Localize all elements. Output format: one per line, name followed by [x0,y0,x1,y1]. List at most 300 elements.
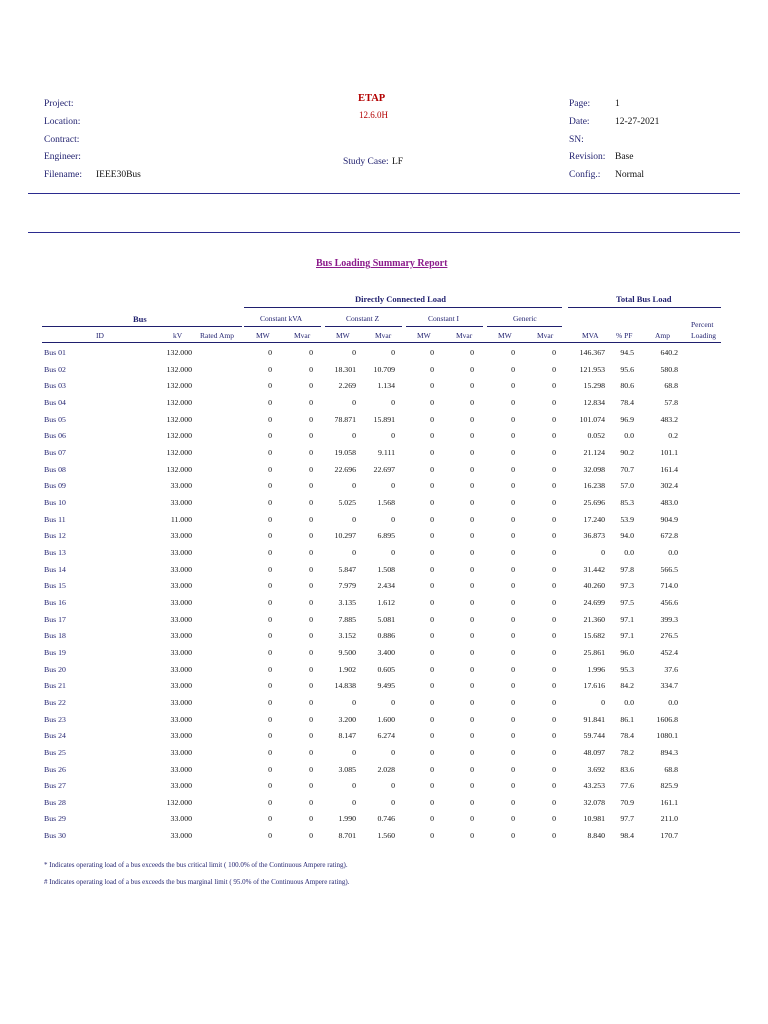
cell-generic-mw: 0 [511,381,515,391]
total-bus-load-header: Total Bus Load [616,294,672,304]
cell-kva-mw: 0 [268,348,272,357]
cell-z-mw: 3.085 [338,764,356,774]
cell-generic-mw: 0 [511,814,515,824]
cell-bus-id: Bus 03 [44,381,66,391]
col-z-mvar: Mvar [375,331,392,340]
cell-i-mw: 0 [430,481,434,491]
cell-z-mw: 19.058 [334,447,356,457]
cell-pf: 78.4 [620,731,634,741]
cell-bus-id: Bus 28 [44,797,66,807]
cell-amp: 825.9 [660,781,678,791]
col-generic-mvar: Mvar [537,331,554,340]
cell-generic-mvar: 0 [552,597,556,607]
cell-kva-mvar: 0 [309,447,313,457]
cell-generic-mw: 0 [511,364,515,374]
cell-i-mvar: 0 [470,664,474,674]
cell-kva-mvar: 0 [309,547,313,557]
cell-z-mvar: 0.886 [377,631,395,641]
cell-i-mvar: 0 [470,597,474,607]
cell-kva-mw: 0 [268,514,272,524]
direct-group-underline [244,307,562,308]
cell-i-mvar: 0 [470,431,474,441]
config-label: Config.: [569,170,601,180]
cell-kva-mvar: 0 [309,431,313,441]
cell-z-mvar: 0 [391,747,395,757]
cell-mva: 16.238 [583,481,605,491]
cell-generic-mw: 0 [511,531,515,541]
cell-mva: 59.744 [583,731,605,741]
cell-i-mw: 0 [430,531,434,541]
cell-i-mw: 0 [430,447,434,457]
cell-bus-id: Bus 29 [44,814,66,824]
cell-kva-mw: 0 [268,564,272,574]
cell-i-mw: 0 [430,664,434,674]
cell-kva-mvar: 0 [309,348,313,357]
cell-generic-mvar: 0 [552,514,556,524]
cell-z-mw: 0 [352,481,356,491]
cell-i-mvar: 0 [470,581,474,591]
cell-kva-mw: 0 [268,631,272,641]
generic-underline [487,326,562,327]
col-id: ID [96,331,104,340]
cell-mva: 24.699 [583,597,605,607]
cell-generic-mw: 0 [511,481,515,491]
constant-z-header: Constant Z [346,314,380,323]
cell-i-mw: 0 [430,348,434,357]
cell-kv: 132.000 [166,414,192,424]
cell-mva: 25.696 [583,497,605,507]
cell-i-mvar: 0 [470,447,474,457]
cell-kv: 33.000 [170,764,192,774]
cell-bus-id: Bus 19 [44,647,66,657]
cell-i-mvar: 0 [470,364,474,374]
cell-mva: 15.298 [583,381,605,391]
cell-bus-id: Bus 17 [44,614,66,624]
cell-bus-id: Bus 15 [44,581,66,591]
cell-i-mvar: 0 [470,781,474,791]
cell-generic-mvar: 0 [552,714,556,724]
col-kva-mw: MW [256,331,270,340]
cell-kva-mvar: 0 [309,397,313,407]
cell-i-mw: 0 [430,397,434,407]
cell-kva-mw: 0 [268,447,272,457]
cell-z-mvar: 2.434 [377,581,395,591]
cell-kva-mw: 0 [268,797,272,807]
cell-pf: 70.7 [620,464,634,474]
cell-kva-mw: 0 [268,497,272,507]
cell-i-mvar: 0 [470,831,474,841]
cell-generic-mvar: 0 [552,797,556,807]
cell-kva-mvar: 0 [309,681,313,691]
cell-z-mvar: 2.028 [377,764,395,774]
cell-i-mvar: 0 [470,381,474,391]
cell-kva-mvar: 0 [309,747,313,757]
cell-generic-mw: 0 [511,464,515,474]
cell-generic-mvar: 0 [552,581,556,591]
cell-amp: 68.8 [664,381,678,391]
cell-pf: 90.2 [620,447,634,457]
cell-kva-mvar: 0 [309,764,313,774]
cell-z-mw: 0 [352,348,356,357]
cell-z-mvar: 10.709 [373,364,395,374]
cell-amp: 399.3 [660,614,678,624]
cell-pf: 53.9 [620,514,634,524]
cell-bus-id: Bus 18 [44,631,66,641]
cell-kva-mw: 0 [268,697,272,707]
cell-generic-mw: 0 [511,731,515,741]
cell-pf: 86.1 [620,714,634,724]
cell-pf: 84.2 [620,681,634,691]
cell-kv: 33.000 [170,614,192,624]
cell-mva: 101.074 [579,414,605,424]
footnote-marginal: # Indicates operating load of a bus exceeds the bus marginal limit ( 95.0% of the Continuous Ampere rating). [44,878,350,886]
cell-generic-mvar: 0 [552,831,556,841]
cell-generic-mw: 0 [511,664,515,674]
cell-mva: 15.682 [583,631,605,641]
cell-generic-mvar: 0 [552,664,556,674]
cell-pf: 94.5 [620,348,634,357]
cell-amp: 452.4 [660,647,678,657]
cell-z-mw: 3.200 [338,714,356,724]
cell-kva-mvar: 0 [309,381,313,391]
cell-bus-id: Bus 20 [44,664,66,674]
cell-mva: 17.616 [583,681,605,691]
cell-i-mw: 0 [430,581,434,591]
cell-kva-mvar: 0 [309,597,313,607]
cell-i-mvar: 0 [470,547,474,557]
directly-connected-load-header: Directly Connected Load [355,294,446,304]
cell-kva-mvar: 0 [309,631,313,641]
column-header-underline [42,342,721,343]
cell-generic-mw: 0 [511,681,515,691]
cell-generic-mvar: 0 [552,697,556,707]
cell-i-mvar: 0 [470,481,474,491]
cell-z-mvar: 0 [391,697,395,707]
page-label: Page: [569,99,591,109]
cell-mva: 121.953 [579,364,605,374]
cell-i-mw: 0 [430,597,434,607]
cell-kva-mw: 0 [268,614,272,624]
total-group-underline [568,307,721,308]
cell-pf: 78.4 [620,397,634,407]
cell-amp: 302.4 [660,481,678,491]
cell-z-mvar: 1.612 [377,597,395,607]
col-amp: Amp [655,331,670,340]
cell-i-mvar: 0 [470,614,474,624]
cell-kva-mw: 0 [268,831,272,841]
cell-z-mw: 14.838 [334,681,356,691]
col-percent: Percent [691,320,714,329]
cell-z-mw: 3.135 [338,597,356,607]
cell-kva-mvar: 0 [309,647,313,657]
cell-bus-id: Bus 27 [44,781,66,791]
cell-kva-mw: 0 [268,581,272,591]
cell-i-mw: 0 [430,764,434,774]
cell-pf: 97.1 [620,631,634,641]
cell-kv: 132.000 [166,797,192,807]
cell-generic-mvar: 0 [552,747,556,757]
cell-z-mw: 5.847 [338,564,356,574]
cell-z-mw: 1.990 [338,814,356,824]
date-value: 12-27-2021 [615,117,660,127]
col-kva-mvar: Mvar [294,331,311,340]
cell-z-mw: 0 [352,797,356,807]
cell-amp: 68.8 [664,764,678,774]
cell-pf: 97.5 [620,597,634,607]
i-underline [406,326,483,327]
cell-z-mw: 78.871 [334,414,356,424]
cell-mva: 21.124 [583,447,605,457]
cell-kva-mvar: 0 [309,831,313,841]
cell-amp: 161.4 [660,464,678,474]
cell-generic-mw: 0 [511,597,515,607]
cell-bus-id: Bus 23 [44,714,66,724]
cell-mva: 43.253 [583,781,605,791]
cell-i-mw: 0 [430,681,434,691]
cell-mva: 146.367 [579,348,605,357]
cell-z-mvar: 15.891 [373,414,395,424]
cell-z-mw: 0 [352,697,356,707]
cell-i-mvar: 0 [470,631,474,641]
cell-i-mw: 0 [430,464,434,474]
cell-i-mw: 0 [430,564,434,574]
cell-z-mvar: 3.400 [377,647,395,657]
cell-bus-id: Bus 02 [44,364,66,374]
cell-bus-id: Bus 04 [44,397,66,407]
cell-i-mw: 0 [430,414,434,424]
cell-generic-mvar: 0 [552,614,556,624]
col-i-mvar: Mvar [456,331,473,340]
kva-underline [244,326,321,327]
cell-kv: 33.000 [170,664,192,674]
cell-generic-mw: 0 [511,697,515,707]
cell-bus-id: Bus 01 [44,348,66,357]
cell-z-mvar: 0.605 [377,664,395,674]
cell-kva-mw: 0 [268,664,272,674]
cell-z-mvar: 0 [391,781,395,791]
cell-kv: 33.000 [170,647,192,657]
study-case-label: Study Case: [343,157,389,167]
cell-pf: 80.6 [620,381,634,391]
cell-generic-mvar: 0 [552,381,556,391]
cell-generic-mw: 0 [511,564,515,574]
cell-i-mw: 0 [430,714,434,724]
cell-bus-id: Bus 07 [44,447,66,457]
cell-bus-id: Bus 26 [44,764,66,774]
cell-kva-mw: 0 [268,547,272,557]
cell-generic-mw: 0 [511,547,515,557]
cell-pf: 83.6 [620,764,634,774]
cell-kv: 33.000 [170,481,192,491]
cell-kv: 33.000 [170,747,192,757]
cell-z-mvar: 0 [391,348,395,357]
cell-i-mvar: 0 [470,514,474,524]
cell-z-mw: 5.025 [338,497,356,507]
cell-pf: 95.3 [620,664,634,674]
cell-mva: 32.098 [583,464,605,474]
cell-generic-mvar: 0 [552,764,556,774]
cell-amp: 714.0 [660,581,678,591]
cell-generic-mvar: 0 [552,731,556,741]
cell-i-mvar: 0 [470,797,474,807]
cell-z-mvar: 5.081 [377,614,395,624]
cell-mva: 0 [601,697,605,707]
cell-mva: 8.840 [587,831,605,841]
cell-kva-mw: 0 [268,597,272,607]
cell-i-mvar: 0 [470,397,474,407]
cell-z-mvar: 0 [391,547,395,557]
cell-generic-mw: 0 [511,414,515,424]
cell-bus-id: Bus 08 [44,464,66,474]
cell-z-mvar: 1.134 [377,381,395,391]
cell-kva-mw: 0 [268,731,272,741]
cell-amp: 170.7 [660,831,678,841]
cell-i-mw: 0 [430,731,434,741]
cell-i-mw: 0 [430,631,434,641]
cell-z-mw: 0 [352,747,356,757]
cell-i-mvar: 0 [470,464,474,474]
cell-generic-mw: 0 [511,714,515,724]
cell-kv: 132.000 [166,348,192,357]
cell-kv: 33.000 [170,697,192,707]
cell-z-mvar: 6.895 [377,531,395,541]
cell-kv: 33.000 [170,564,192,574]
cell-bus-id: Bus 05 [44,414,66,424]
cell-bus-id: Bus 12 [44,531,66,541]
cell-z-mw: 1.902 [338,664,356,674]
cell-pf: 97.3 [620,581,634,591]
cell-z-mvar: 0 [391,481,395,491]
cell-kva-mvar: 0 [309,664,313,674]
cell-amp: 640.2 [660,348,678,357]
cell-z-mw: 8.147 [338,731,356,741]
cell-kva-mvar: 0 [309,564,313,574]
footnote-critical: * Indicates operating load of a bus exceeds the bus critical limit ( 100.0% of the Continuous Ampere rating). [44,861,348,869]
cell-kv: 132.000 [166,431,192,441]
filename-label: Filename: [44,170,82,180]
cell-pf: 70.9 [620,797,634,807]
cell-i-mw: 0 [430,781,434,791]
cell-kv: 132.000 [166,464,192,474]
cell-mva: 36.873 [583,531,605,541]
cell-generic-mw: 0 [511,647,515,657]
cell-z-mw: 0 [352,547,356,557]
cell-generic-mw: 0 [511,831,515,841]
cell-mva: 12.834 [583,397,605,407]
cell-mva: 48.097 [583,747,605,757]
cell-amp: 0.0 [668,697,678,707]
cell-amp: 483.0 [660,497,678,507]
cell-i-mvar: 0 [470,564,474,574]
cell-kv: 132.000 [166,397,192,407]
col-kv: kV [173,331,183,340]
revision-label: Revision: [569,152,606,162]
cell-z-mvar: 0 [391,797,395,807]
cell-i-mvar: 0 [470,647,474,657]
cell-z-mw: 7.979 [338,581,356,591]
cell-generic-mw: 0 [511,397,515,407]
cell-pf: 78.2 [620,747,634,757]
cell-kv: 33.000 [170,597,192,607]
cell-generic-mvar: 0 [552,781,556,791]
cell-amp: 334.7 [660,681,678,691]
cell-kva-mw: 0 [268,364,272,374]
cell-i-mw: 0 [430,747,434,757]
cell-bus-id: Bus 11 [44,514,66,524]
cell-z-mvar: 0 [391,431,395,441]
cell-z-mvar: 9.111 [378,447,395,457]
cell-kva-mw: 0 [268,764,272,774]
cell-generic-mw: 0 [511,781,515,791]
cell-i-mvar: 0 [470,714,474,724]
cell-pf: 97.1 [620,614,634,624]
cell-kv: 33.000 [170,814,192,824]
cell-bus-id: Bus 14 [44,564,66,574]
cell-mva: 40.260 [583,581,605,591]
cell-kv: 33.000 [170,531,192,541]
date-label: Date: [569,117,590,127]
cell-kva-mw: 0 [268,714,272,724]
cell-pf: 0.0 [624,547,634,557]
cell-pf: 0.0 [624,431,634,441]
cell-kva-mvar: 0 [309,414,313,424]
cell-i-mw: 0 [430,431,434,441]
cell-kva-mw: 0 [268,414,272,424]
cell-z-mw: 2.269 [338,381,356,391]
cell-pf: 94.0 [620,531,634,541]
cell-kva-mw: 0 [268,814,272,824]
cell-amp: 904.9 [660,514,678,524]
cell-kva-mvar: 0 [309,514,313,524]
cell-kva-mw: 0 [268,381,272,391]
cell-generic-mvar: 0 [552,531,556,541]
cell-i-mw: 0 [430,497,434,507]
cell-generic-mvar: 0 [552,481,556,491]
cell-kv: 132.000 [166,364,192,374]
report-title: Bus Loading Summary Report [316,258,448,269]
cell-amp: 483.2 [660,414,678,424]
cell-generic-mvar: 0 [552,497,556,507]
cell-mva: 91.841 [583,714,605,724]
cell-amp: 37.6 [664,664,678,674]
cell-mva: 3.692 [587,764,605,774]
cell-z-mw: 18.301 [334,364,356,374]
cell-kv: 33.000 [170,731,192,741]
cell-i-mw: 0 [430,364,434,374]
cell-i-mvar: 0 [470,531,474,541]
sn-label: SN: [569,135,584,145]
col-mva: MVA [582,331,599,340]
cell-bus-id: Bus 24 [44,731,66,741]
cell-mva: 32.078 [583,797,605,807]
cell-kv: 33.000 [170,497,192,507]
cell-z-mvar: 1.508 [377,564,395,574]
cell-z-mw: 0 [352,431,356,441]
cell-generic-mvar: 0 [552,547,556,557]
cell-pf: 96.9 [620,414,634,424]
cell-amp: 1080.1 [656,731,678,741]
col-pf: % PF [616,331,633,340]
cell-kva-mvar: 0 [309,814,313,824]
cell-kv: 33.000 [170,714,192,724]
cell-pf: 95.6 [620,364,634,374]
bus-group-underline [42,326,242,327]
cell-i-mw: 0 [430,547,434,557]
cell-generic-mvar: 0 [552,647,556,657]
cell-i-mvar: 0 [470,681,474,691]
location-label: Location: [44,117,81,127]
cell-i-mw: 0 [430,697,434,707]
